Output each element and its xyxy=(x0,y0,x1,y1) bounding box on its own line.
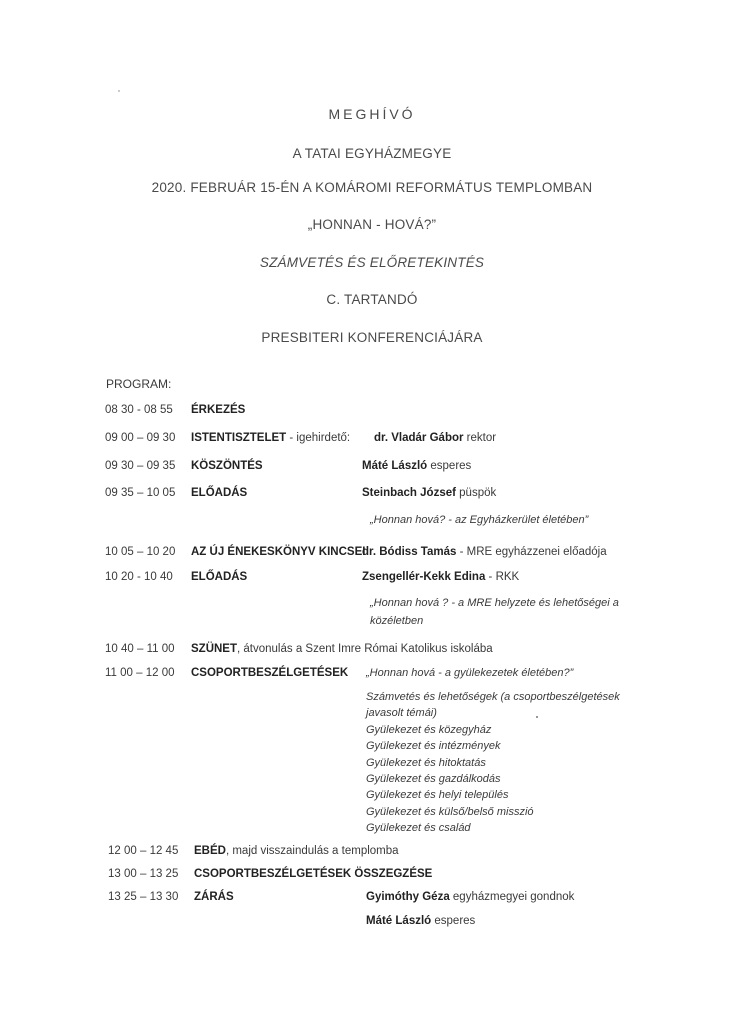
scan-speck xyxy=(536,716,538,718)
topic-item: Gyülekezet és külső/belső misszió xyxy=(366,805,534,818)
schedule-time: 11 00 – 12 00 xyxy=(105,667,175,679)
schedule-person xyxy=(366,915,475,927)
person-name: dr. Bódiss Tamás xyxy=(362,546,457,558)
schedule-event-wrap xyxy=(191,432,350,444)
discussion-topics xyxy=(366,689,620,837)
schedule-person xyxy=(362,571,519,583)
page-title: MEGHÍVÓ xyxy=(328,106,416,122)
person-name: Steinbach József xyxy=(362,487,456,499)
schedule-person xyxy=(366,891,574,903)
person-role: - RKK xyxy=(485,571,520,583)
schedule-event: ELŐADÁS xyxy=(191,571,248,583)
scan-speck xyxy=(118,90,120,92)
topic-item: Gyülekezet és intézmények xyxy=(366,740,501,753)
schedule-event: CSOPORTBESZÉLGETÉSEK xyxy=(191,667,349,679)
schedule-event: ELŐADÁS xyxy=(191,487,248,499)
header-date-place: 2020. FEBRUÁR 15-ÉN A KOMÁROMI REFORMÁTUS TEMPLOMBAN xyxy=(151,180,593,195)
group-discussion-title: „Honnan hová - a gyülekezetek életében?” xyxy=(366,667,574,679)
lecture-title-line: közéletben xyxy=(370,615,424,627)
person-name: dr. Vladár Gábor xyxy=(374,432,464,444)
schedule-event-wrap xyxy=(191,643,493,655)
schedule-time: 09 00 – 09 30 xyxy=(105,432,176,444)
schedule-person xyxy=(362,546,607,558)
topic-item: Gyülekezet és család xyxy=(366,822,471,835)
header-line4: PRESBITERI KONFERENCIÁJÁRA xyxy=(261,330,483,345)
schedule-time: 10 20 - 10 40 xyxy=(105,571,173,583)
schedule-time: 12 00 – 12 45 xyxy=(108,845,179,857)
person-role: esperes xyxy=(431,915,476,927)
topic-item: Gyülekezet és helyi település xyxy=(366,789,509,802)
schedule-event-rest: , majd visszaindulás a templomba xyxy=(225,845,399,857)
schedule-time: 10 40 – 11 00 xyxy=(105,643,175,655)
schedule-person xyxy=(362,460,471,472)
schedule-event: ZÁRÁS xyxy=(194,891,234,903)
schedule-time: 10 05 – 10 20 xyxy=(105,546,176,558)
program-label: PROGRAM: xyxy=(106,377,172,391)
header-organizer: A TATAI EGYHÁZMEGYE xyxy=(292,146,452,161)
lecture-title-line: „Honnan hová ? - a MRE helyzete és lehetőségei a xyxy=(370,597,619,609)
person-name: Gyimóthy Géza xyxy=(366,891,450,903)
topic-item: Számvetés és lehetőségek (a csoportbeszélgetések xyxy=(366,691,620,703)
person-role: püspök xyxy=(455,487,497,499)
lecture-title: „Honnan hová? - az Egyházkerület életében” xyxy=(370,514,589,526)
schedule-event-wrap xyxy=(194,845,399,857)
topic-item: Gyülekezet és hitoktatás xyxy=(366,756,486,769)
schedule-person xyxy=(362,487,496,499)
schedule-event: SZÜNET xyxy=(191,643,237,655)
schedule-time: 13 25 – 13 30 xyxy=(108,891,179,903)
person-name: Máté László xyxy=(366,915,432,927)
person-role: egyházmegyei gondnok xyxy=(449,891,575,903)
schedule-time: 09 30 – 09 35 xyxy=(105,460,176,472)
schedule-event: ÉRKEZÉS xyxy=(191,404,246,416)
person-name: Zsengellér-Kekk Edina xyxy=(362,571,486,583)
schedule-event: ISTENTISZTELET xyxy=(191,432,287,444)
schedule-time: 09 35 – 10 05 xyxy=(105,487,176,499)
header-subtitle: SZÁMVETÉS ÉS ELŐRETEKINTÉS xyxy=(259,255,485,270)
topic-item: Gyülekezet és közegyház xyxy=(366,723,492,736)
person-name: Máté László xyxy=(362,460,428,472)
person-role: rektor xyxy=(463,432,497,444)
header-line3: C. TARTANDÓ xyxy=(326,292,418,307)
person-role: - MRE egyházzenei előadója xyxy=(456,546,607,558)
schedule-event: CSOPORTBESZÉLGETÉSEK ÖSSZEGZÉSE xyxy=(194,868,433,880)
schedule-event: EBÉD xyxy=(194,845,226,857)
schedule-event-rest: , átvonulás a Szent Imre Római Katolikus iskolába xyxy=(237,643,493,655)
schedule-event: KÖSZÖNTÉS xyxy=(191,460,263,472)
person-role: esperes xyxy=(427,460,472,472)
schedule-event: AZ ÚJ ÉNEKESKÖNYV KINCSEI xyxy=(191,546,366,558)
schedule-person xyxy=(374,432,496,444)
schedule-time: 08 30 - 08 55 xyxy=(105,404,173,416)
topic-item: Gyülekezet és gazdálkodás xyxy=(366,773,501,786)
schedule-time: 13 00 – 13 25 xyxy=(108,868,179,880)
schedule-event-extra: - igehirdető: xyxy=(286,432,351,444)
header-motto: „HONNAN - HOVÁ?” xyxy=(307,217,437,232)
topic-item: javasolt témái) xyxy=(366,707,437,720)
